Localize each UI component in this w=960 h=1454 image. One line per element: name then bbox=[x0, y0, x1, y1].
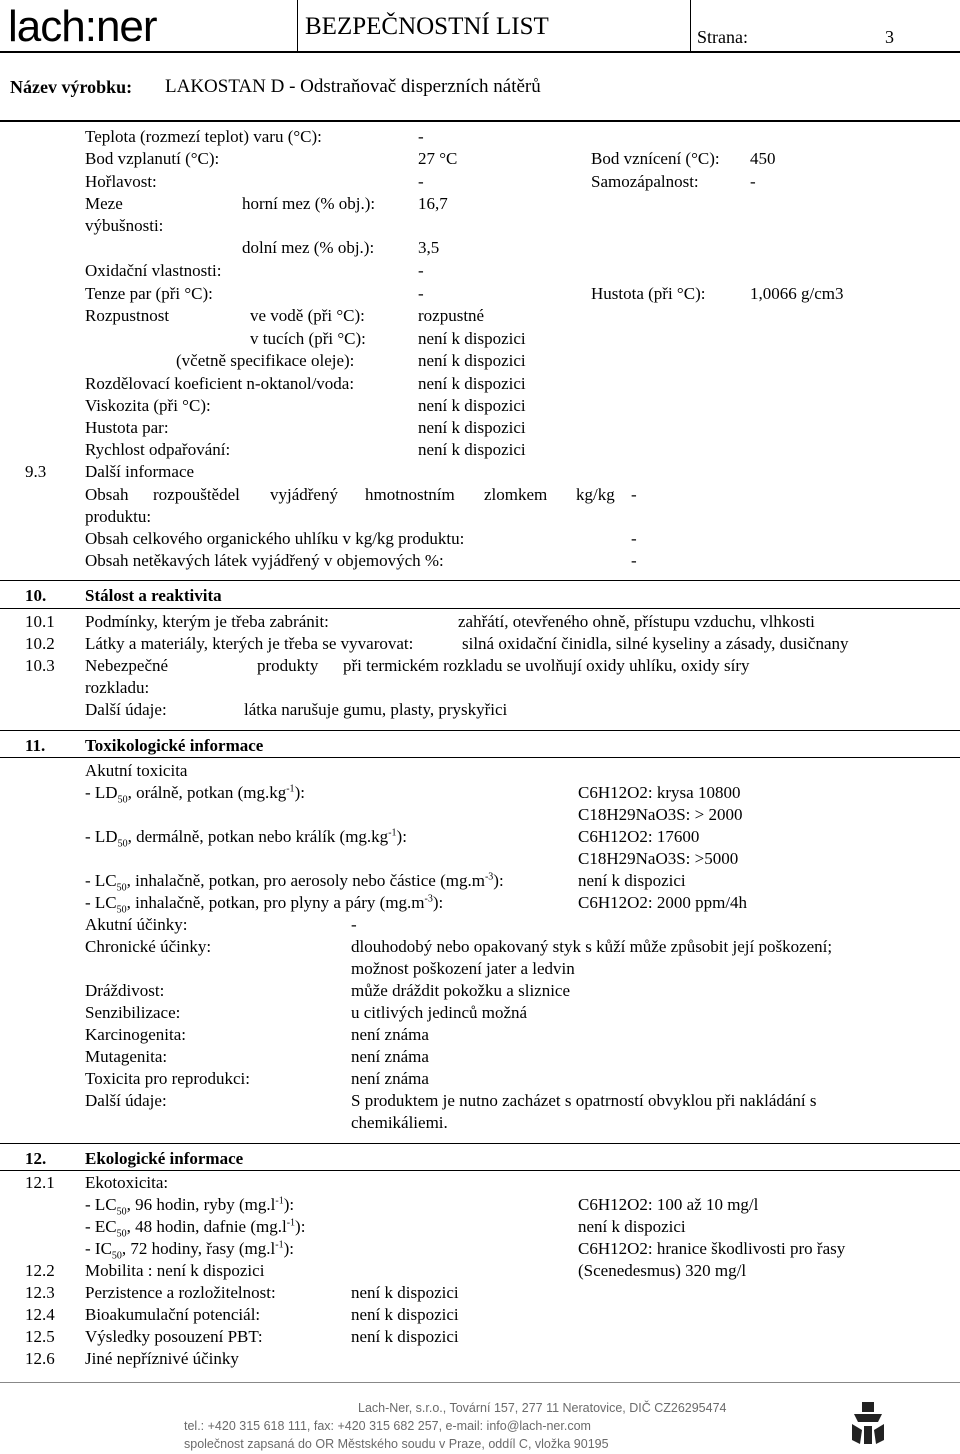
section-rule bbox=[0, 730, 960, 731]
vapour-density-value: není k dispozici bbox=[418, 418, 526, 437]
bioaccumulation-value: není k dispozici bbox=[351, 1305, 459, 1324]
header-divider bbox=[297, 0, 298, 52]
ld50-oral-value: C6H12O2: krysa 10800 bbox=[578, 783, 741, 802]
pbt-value: není k dispozici bbox=[351, 1327, 459, 1346]
bioaccumulation-label: Bioakumulační potenciál: bbox=[85, 1305, 261, 1324]
density-value: 1,0066 g/cm3 bbox=[750, 284, 844, 303]
oil-value: není k dispozici bbox=[418, 351, 526, 370]
vapour-density-label: Hustota par: bbox=[85, 418, 169, 437]
ic50-algae-value: C6H12O2: hranice škodlivosti pro řasy bbox=[578, 1239, 846, 1258]
other-adverse-label: Jiné nepříznivé účinky bbox=[85, 1349, 239, 1368]
chronic-effects-value: dlouhodobý nebo opakovaný styk s kůží může způsobit její poškození; bbox=[351, 937, 833, 956]
ld50-oral-label: - $LD_{50}$, orálně, potkan $(mg.kg^{-1})$: bbox=[85, 783, 305, 806]
subsection-number: 10.1 bbox=[25, 612, 55, 631]
selfignition-value: - bbox=[750, 172, 756, 191]
ld50-oral-value: C18H29NaO3S: > 2000 bbox=[578, 805, 743, 824]
conditions-label: Podmínky, kterým je třeba zabránit: bbox=[85, 612, 329, 631]
subsection-number: 12.1 bbox=[25, 1173, 55, 1192]
explosion-label-cont: výbušnosti: bbox=[85, 216, 164, 235]
section-rule bbox=[0, 757, 960, 758]
partition-value: není k dispozici bbox=[418, 374, 526, 393]
header-divider bbox=[690, 0, 691, 52]
ec50-daphnia-value: není k dispozici bbox=[578, 1217, 686, 1236]
subsection-number: 9.3 bbox=[25, 462, 47, 481]
footer-registration: společnost zapsaná do OR Městského soudu v Praze, oddíl C, vložka 90195 bbox=[184, 1437, 609, 1451]
incompatible-value: silná oxidační činidla, silné kyseliny a zásady, dusičnany bbox=[462, 634, 849, 653]
product-label: Název výrobku: bbox=[10, 77, 133, 97]
fat-solubility-label: v tucích (při °C): bbox=[250, 329, 366, 348]
lc50-aerosol-label: - $LC_{50}$, inhalačně, potkan, pro aerosoly nebo částice $(mg.m^{-3})$: bbox=[85, 871, 504, 894]
decomposition-value: při termickém rozkladu se uvolňují oxidy uhlíku, oxidy síry bbox=[343, 656, 750, 675]
reproductive-toxicity-label: Toxicita pro reprodukci: bbox=[85, 1069, 250, 1088]
evaporation-label: Rychlost odpařování: bbox=[85, 440, 231, 459]
section-title: Toxikologické informace bbox=[85, 736, 264, 755]
lower-limit-value: 3,5 bbox=[418, 238, 440, 257]
section-number: 12. bbox=[25, 1149, 47, 1168]
subsection-number: 10.2 bbox=[25, 634, 55, 653]
lc50-gas-label: - $LC_{50}$, inhalačně, potkan, pro plyny a páry $(mg.m^{-3})$: bbox=[85, 893, 444, 916]
mutagenicity-label: Mutagenita: bbox=[85, 1047, 168, 1066]
viscosity-value: není k dispozici bbox=[418, 396, 526, 415]
nonvolatile-label: Obsah netěkavých látek vyjádřený v objemových %: bbox=[85, 551, 444, 570]
irritation-label: Dráždivost: bbox=[85, 981, 165, 1000]
solubility-label: Rozpustnost bbox=[85, 306, 170, 325]
ic50-algae-label: - $IC_{50}$, 72 hodiny, řasy $(mg.l^{-1})$: bbox=[85, 1239, 294, 1262]
solvent-content-label: rozpouštědel bbox=[153, 485, 240, 504]
viscosity-label: Viskozita (při °C): bbox=[85, 396, 211, 415]
persistence-label: Perzistence a rozložitelnost: bbox=[85, 1283, 276, 1302]
ld50-dermal-value: C18H29NaO3S: >5000 bbox=[578, 849, 739, 868]
section-title: Ekologické informace bbox=[85, 1149, 244, 1168]
other-data-value: S produktem je nutno zacházet s opatrností obvyklou při nakládání s bbox=[351, 1091, 817, 1110]
section-title: Stálost a reaktivita bbox=[85, 586, 222, 605]
other-data-value: chemikáliemi. bbox=[351, 1113, 448, 1132]
chronic-effects-label: Chronické účinky: bbox=[85, 937, 212, 956]
persistence-value: není k dispozici bbox=[351, 1283, 459, 1302]
acute-toxicity-label: Akutní toxicita bbox=[85, 761, 188, 780]
ld50-dermal-value: C6H12O2: 17600 bbox=[578, 827, 700, 846]
density-label: Hustota (při °C): bbox=[591, 284, 706, 303]
boiling-label: Teplota (rozmezí teplot) varu (°C): bbox=[85, 127, 322, 146]
fat-solubility-value: není k dispozici bbox=[418, 329, 526, 348]
ignition-value: 450 bbox=[750, 149, 776, 168]
oxidizing-value: - bbox=[418, 261, 424, 280]
incompatible-label: Látky a materiály, kterých je třeba se vyvarovat: bbox=[85, 634, 414, 653]
header-rule bbox=[0, 120, 960, 122]
lc50-fish-label: - $LC_{50}$, 96 hodin, ryby $(mg.l^{-1})$: bbox=[85, 1195, 295, 1218]
vapour-value: - bbox=[418, 284, 424, 303]
subsection-number: 12.6 bbox=[25, 1349, 55, 1368]
mutagenicity-value: není známa bbox=[351, 1047, 429, 1066]
conditions-value: zahřátí, otevřeného ohně, přístupu vzduchu, vlhkosti bbox=[458, 612, 815, 631]
footer-contact: tel.: +420 315 618 111, fax: +420 315 682 257, e-mail: info@lach-ner.com bbox=[184, 1419, 591, 1433]
partition-label: Rozdělovací koeficient n-oktanol/voda: bbox=[85, 374, 355, 393]
ignition-label: Bod vznícení (°C): bbox=[591, 149, 720, 168]
hazard-handling-icon bbox=[848, 1400, 888, 1448]
solvent-content-value: - bbox=[631, 485, 637, 504]
section-rule bbox=[0, 580, 960, 581]
decomposition-label: produkty bbox=[257, 656, 319, 675]
header-rule bbox=[0, 51, 960, 53]
nonvolatile-value: - bbox=[631, 551, 637, 570]
acute-effects-value: - bbox=[351, 915, 357, 934]
document-title: BEZPEČNOSTNÍ LIST bbox=[305, 13, 549, 40]
page-number: 3 bbox=[885, 27, 894, 47]
ecotoxicity-label: Ekotoxicita: bbox=[85, 1173, 169, 1192]
sensitization-label: Senzibilizace: bbox=[85, 1003, 181, 1022]
ic50-algae-value-cont: (Scenedesmus) 320 mg/l bbox=[578, 1261, 747, 1280]
solvent-content-label: zlomkem bbox=[484, 485, 548, 504]
lc50-fish-value: C6H12O2: 100 až 10 mg/l bbox=[578, 1195, 759, 1214]
flash-label: Bod vzplanutí (°C): bbox=[85, 149, 220, 168]
sensitization-value: u citlivých jedinců možná bbox=[351, 1003, 528, 1022]
other-data-label: Další údaje: bbox=[85, 1091, 167, 1110]
ld50-dermal-label: - $LD_{50}$, dermálně, potkan nebo králík $(mg.kg^{-1})$: bbox=[85, 827, 407, 850]
decomposition-label: Nebezpečné bbox=[85, 656, 169, 675]
subsection-number: 12.2 bbox=[25, 1261, 55, 1280]
section-rule bbox=[0, 1143, 960, 1144]
subsection-number: 12.3 bbox=[25, 1283, 55, 1302]
solvent-content-label: produktu: bbox=[85, 507, 152, 526]
boiling-value: - bbox=[418, 127, 424, 146]
vapour-label: Tenze par (při °C): bbox=[85, 284, 213, 303]
section-rule bbox=[0, 1170, 960, 1171]
irritation-value: může dráždit pokožku a sliznice bbox=[351, 981, 571, 1000]
solvent-content-label: kg/kg bbox=[576, 485, 615, 504]
decomposition-label-cont: rozkladu: bbox=[85, 678, 150, 697]
carcinogenicity-label: Karcinogenita: bbox=[85, 1025, 187, 1044]
page-label: Strana: bbox=[697, 27, 748, 47]
footer-address: Lach-Ner, s.r.o., Tovární 157, 277 11 Neratovice, DIČ CZ26295474 bbox=[358, 1401, 727, 1415]
oxidizing-label: Oxidační vlastnosti: bbox=[85, 261, 222, 280]
other-info-label: Další informace bbox=[85, 462, 195, 481]
subsection-number: 12.4 bbox=[25, 1305, 55, 1324]
flash-value: 27 °C bbox=[418, 149, 458, 168]
mobility-label: Mobilita : není k dispozici bbox=[85, 1261, 265, 1280]
water-solubility-value: rozpustné bbox=[418, 306, 485, 325]
solvent-content-label: hmotnostním bbox=[365, 485, 455, 504]
solvent-content-label: Obsah bbox=[85, 485, 129, 504]
ec50-daphnia-label: - $EC_{50}$, 48 hodin, dafnie $(mg.l^{-1})$: bbox=[85, 1217, 306, 1240]
evaporation-value: není k dispozici bbox=[418, 440, 526, 459]
solvent-content-label: vyjádřený bbox=[270, 485, 338, 504]
carcinogenicity-value: není známa bbox=[351, 1025, 429, 1044]
selfignition-label: Samozápalnost: bbox=[591, 172, 699, 191]
subsection-number: 10.3 bbox=[25, 656, 55, 675]
flammability-label: Hořlavost: bbox=[85, 172, 157, 191]
carbon-content-label: Obsah celkového organického uhlíku v kg/kg produktu: bbox=[85, 529, 465, 548]
section-number: 11. bbox=[25, 736, 46, 755]
lower-limit-label: dolní mez (% obj.): bbox=[242, 238, 375, 257]
reproductive-toxicity-value: není známa bbox=[351, 1069, 429, 1088]
flammability-value: - bbox=[418, 172, 424, 191]
oil-label: (včetně specifikace oleje): bbox=[176, 351, 355, 370]
section-number: 10. bbox=[25, 586, 47, 605]
upper-limit-label: horní mez (% obj.): bbox=[242, 194, 376, 213]
other-data-label: Další údaje: bbox=[85, 700, 167, 719]
company-logo: lach:ner bbox=[8, 2, 157, 51]
lc50-aerosol-value: není k dispozici bbox=[578, 871, 686, 890]
chronic-effects-value: možnost poškození jater a ledvin bbox=[351, 959, 575, 978]
lc50-gas-value: C6H12O2: 2000 ppm/4h bbox=[578, 893, 748, 912]
pbt-label: Výsledky posouzení PBT: bbox=[85, 1327, 263, 1346]
product-name: LAKOSTAN D - Odstraňovač disperzních nátěrů bbox=[165, 76, 541, 97]
upper-limit-value: 16,7 bbox=[418, 194, 448, 213]
acute-effects-label: Akutní účinky: bbox=[85, 915, 188, 934]
other-data-value: látka narušuje gumu, plasty, pryskyřici bbox=[244, 700, 508, 719]
carbon-content-value: - bbox=[631, 529, 637, 548]
explosion-label: Meze bbox=[85, 194, 123, 213]
section-rule bbox=[0, 608, 960, 609]
water-solubility-label: ve vodě (při °C): bbox=[250, 306, 365, 325]
footer-rule bbox=[0, 1382, 960, 1383]
subsection-number: 12.5 bbox=[25, 1327, 55, 1346]
